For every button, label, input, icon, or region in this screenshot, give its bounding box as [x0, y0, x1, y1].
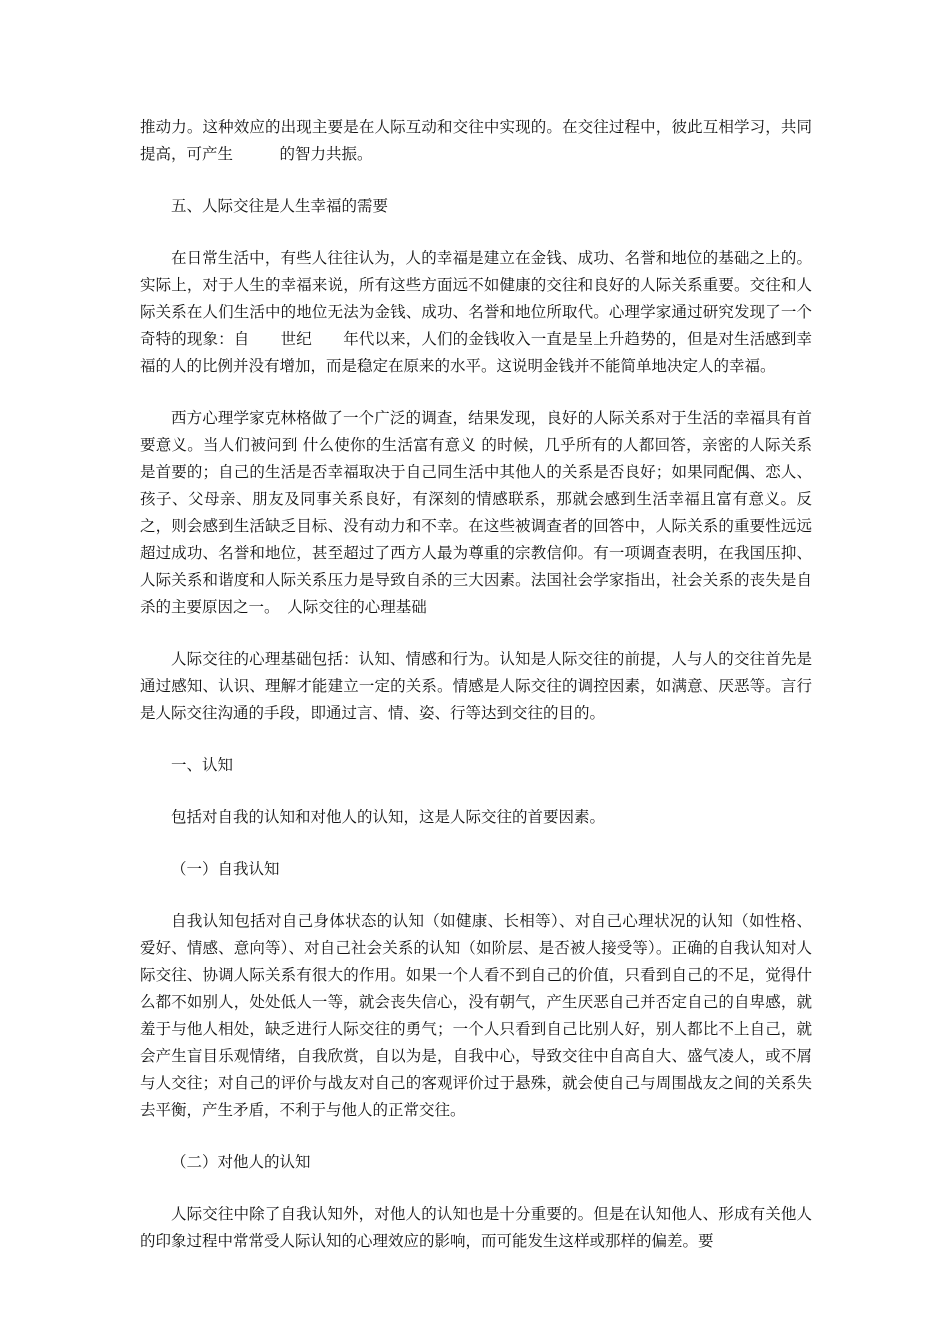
subsection-heading-self: （一）自我认知 [171, 860, 280, 878]
paragraph-survey: 西方心理学家克林格做了一个广泛的调查，结果发现，良好的人际关系对于生活的幸福具有首要意义。当人们被问到 什么使你的生活富有意义 的时候，几乎所有的人都回答，亲密的人际关系是首要的；自己的生活是否幸福取决于自己同生活中其他人的关系是否良好；如果同配偶、恋人、孩子、父母亲、朋友及同事关系良好，有深刻的情感联系，那就会感到生活幸福且富有意义。反之，则会感到生活缺乏目标、没有动力和不幸。在这些被调查者的回答中，人际关系的重要性远远超过成功、名誉和地位，甚至超过了西方人最为尊重的宗教信仰。有一项调查表明，在我国压抑、人际关系和谐度和人际关系压力是导致自杀的三大因素。法国社会学家指出，社会关系的丧失是自杀的主要原因之一。 人际交往的心理基础 [140, 409, 812, 616]
subsection-heading-others: （二）对他人的认知 [171, 1153, 311, 1171]
paragraph-self-cognition: 自我认知包括对自己身体状态的认知（如健康、长相等）、对自己心理状况的认知（如性格、爱好、情感、意向等）、对自己社会关系的认知（如阶层、是否被人接受等）。正确的自我认知对人际交往、协调人际关系有很大的作用。如果一个人看不到自己的价值，只看到自己的不足，觉得什么都不如别人，处处低人一等，就会丧失信心，没有朝气，产生厌恶自己并否定自己的自卑感，就羞于与他人相处，缺乏进行人际交往的勇气；一个人只看到自己比别人好，别人都比不上自己，就会产生盲目乐观情绪，自我欣赏，自以为是，自我中心，导致交往中自高自大、盛气凌人，或不屑与人交往；对自己的评价与战友对自己的客观评价过于悬殊，就会使自己与周围战友之间的关系失去平衡，产生矛盾，不利于与他人的正常交往。 [140, 912, 812, 1119]
paragraph-happiness: 在日常生活中，有些人往往认为，人的幸福是建立在金钱、成功、名誉和地位的基础之上的。实际上，对于人生的幸福来说，所有这些方面远不如健康的交往和良好的人际关系重要。交往和人际关系在人们生活中的地位无法为金钱、成功、名誉和地位所取代。心理学家通过研究发现了一个奇特的现象：自 世纪 年代以来，人们的金钱收入一直是呈上升趋势的，但是对生活感到幸福的人的比例并没有增加，而是稳定在原来的水平。这说明金钱并不能简单地决定人的幸福。 [140, 249, 812, 375]
paragraph-cognition: 包括对自我的认知和对他人的认知，这是人际交往的首要因素。 [171, 808, 606, 826]
paragraph-intro: 推动力。这种效应的出现主要是在人际互动和交往中实现的。在交往过程中，彼此互相学习，共同提高，可产生 的智力共振。 [140, 118, 812, 163]
paragraph-others-cognition: 人际交往中除了自我认知外，对他人的认知也是十分重要的。但是在认知他人、形成有关他人的印象过程中常常受人际认知的心理效应的影响，而可能发生这样或那样的偏差。要 [140, 1205, 812, 1250]
document-page [140, 114, 812, 1255]
section-heading-cognition: 一、认知 [171, 756, 234, 774]
paragraph-psych-basis: 人际交往的心理基础包括：认知、情感和行为。认知是人际交往的前提，人与人的交往首先是通过感知、认识、理解才能建立一定的关系。情感是人际交往的调控因素，如满意、厌恶等。言行是人际交往沟通的手段，即通过言、情、姿、行等达到交往的目的。 [140, 650, 812, 722]
section-heading-five: 五、人际交往是人生幸福的需要 [171, 197, 389, 215]
